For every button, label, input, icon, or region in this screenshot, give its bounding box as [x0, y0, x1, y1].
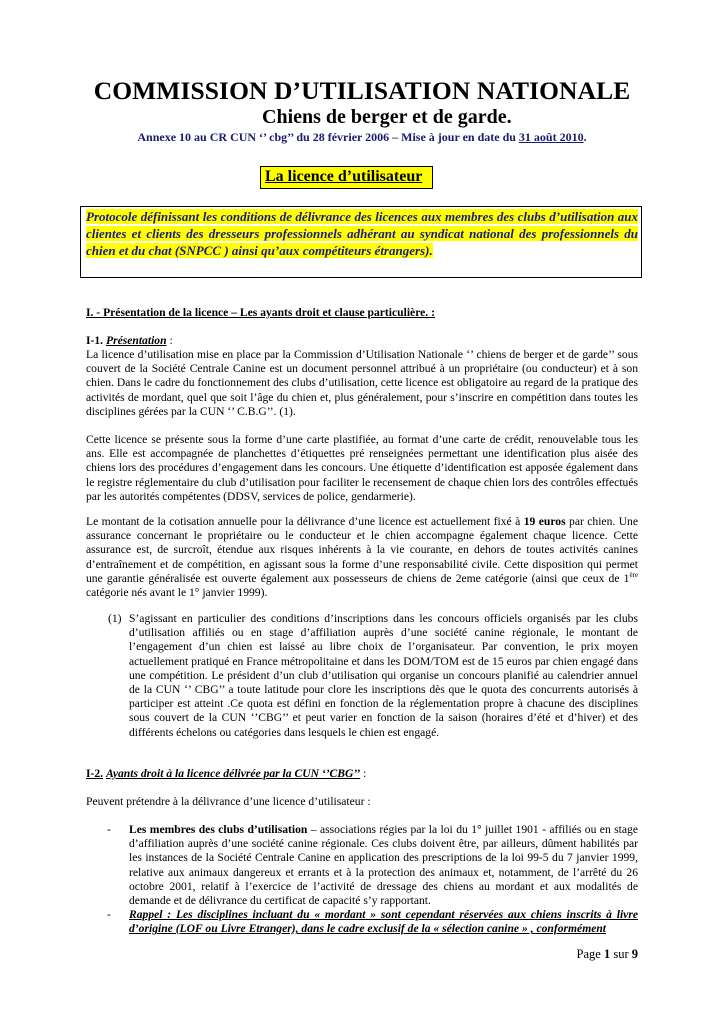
footer-page-num: 1	[603, 947, 611, 961]
cotisation-text-a: Le montant de la cotisation annuelle pour la délivrance d’une licence est actuellement fixé à	[86, 515, 524, 528]
section1-sub-colon: :	[166, 334, 173, 347]
paragraph-cotisation	[86, 515, 638, 600]
section2-heading	[86, 767, 638, 781]
section2-intro: Peuvent prétendre à la délivrance d’une licence d’utilisateur :	[86, 795, 371, 808]
protocole-text: Protocole définissant les conditions de délivrance des licences aux membres des clubs d’utilisation aux clientes et clients des dresseurs professionnels adhérant au syndicat national des professionnels du chien et du chat (SNPCC ) ainsi qu’aux compétiteurs étrangers).	[86, 209, 638, 258]
section2-sub-title: Ayants droit à la licence délivrée par la CUN ‘’CBG’’	[105, 767, 361, 780]
page-subtitle: Chiens de berger et de garde.	[262, 106, 512, 128]
annexe-suffix: .	[583, 130, 587, 144]
cotisation-text-b: par chien. Une assurance concernant le propriétaire ou le conducteur et le chien accompagne également chaque licence. Cette assurance est, de surcroît, étendue aux risques inhérents à la vie courante, en dehors de toutes activités canines d’entraînement et de compétition, en agissant sous la forme d’une responsabilité civile. Cette disposition qui permet une garantie généralisée est ouverte également aux possesseurs de chiens de 2eme catégorie (ainsi que ceux de 1	[86, 515, 639, 585]
licence-title: La licence d’utilisateur	[260, 166, 433, 189]
bullet1-body: – associations régies par la loi du 1° juillet 1901 - affiliés ou en stage d’affiliation auprès d’une société canine régionale. Ces clubs doivent être, par ailleurs, dûment habilités par les instances de la Société Centrale Canine en application des prescriptions de la loi 99-5 du 7 janvier 1999, relative aux animaux dangereux et errants et à la protection des animaux et, notamment, de l’arrêté du 26 octobre 2001, relatif à l’exercice de l’activité de dressage des chiens au mordant et aux modalités de demande et de délivrance du certificat de capacité s’y rapportant.	[129, 823, 638, 908]
note-number: (1)	[108, 612, 122, 625]
protocole-text-block	[86, 208, 638, 259]
paragraph-carte: Cette licence se présente sous la forme d’une carte plastifiée, au format d’une carte de crédit, renouvelable tous les ans. Elle est accompagnée de planchettes d’étiquettes pré renseignées permettant une identification plus aisée des chiens lors des procédures d’engagement dans les concours. Une étiquette d’identification est apposée également dans le registre réglementaire du club d’utilisation pour faciliter le recensement de chaque chien lors des contrôles effectués par les autorités compétentes (DDSV, services de police, gendarmerie).	[86, 433, 638, 503]
note-text: S’agissant en particulier des conditions d’inscriptions dans les concours officiels organisés par les clubs d’utilisation affiliés ou en stage d’affiliation auprès d’une société canine régionale, le montant de l’engagement d’un chien est laissé au libre choix de l’organisateur. Par convention, le prix moyen actuellement pratiqué en France métropolitaine et dans les DOM/TOM est de 15 euros par chien engagé dans une compétition. Le président d’un club d’utilisation qui organise un concours planifié au calendrier annuel de la CUN ‘’ CBG’’ a toute latitude pour clore les inscriptions dès que le quota des concurrents autorisés à participer est atteint .Ce quota est défini en fonction de la réglementation propre à chacune des disciplines sous couvert de la CUN ‘’CBG’’ et peut varier en fonction de la saison (horaires d’été et d’hiver) et des différents échelons ou catégories dans lesquels le chien est engagé.	[129, 612, 638, 739]
section1-sub-num: I-1.	[86, 334, 104, 347]
bullet1-bold: Les membres des clubs d’utilisation	[129, 823, 308, 836]
bullet2-dash: -	[107, 908, 111, 921]
cotisation-text-c: catégorie nés avant le 1° janvier 1999).	[86, 586, 268, 600]
footer-of-label: sur	[610, 947, 632, 961]
bullet1-dash: -	[107, 823, 111, 836]
section1-subheading	[86, 334, 638, 348]
section1-heading: I. - Présentation de la licence – Les ayants droit et clause particulière. :	[86, 306, 435, 319]
section2-sub-colon: :	[360, 767, 367, 780]
bullet2-body: Rappel : Les disciplines incluant du « mordant » sont cependant réservées aux chiens inscrits à livre d’origine (LOF ou Livre Etranger), dans le cadre exclusif de la « sélection canine » , conformément	[129, 908, 638, 936]
bullet2-text	[129, 908, 638, 936]
section2-sub-num: I-2.	[86, 767, 104, 780]
cotisation-sup: ère	[629, 570, 638, 579]
footer-page-label: Page	[576, 947, 604, 961]
cotisation-amount: 19 euros	[523, 515, 566, 528]
bullet1-text	[129, 823, 638, 908]
page-footer	[577, 947, 638, 962]
section1-sub-title: Présentation	[105, 334, 167, 347]
annexe-line	[0, 130, 724, 145]
paragraph-presentation: La licence d’utilisation mise en place par la Commission d’Utilisation Nationale ‘’ chiens de berger et de garde’’ sous couvert de la Société Centrale Canine est un document personnel attribué à un propriétaire (ou conducteur) et à son chien. Dans le cadre du fonctionnement des clubs d’utilisation, cette licence est obligatoire au regard de la pratique des activités de mordant, quel que soit l’âge du chien et, plus généralement, pour s’inscrire en compétition dans toutes les disciplines gérées par la CUN ‘’ C.B.G’’. (1).	[86, 348, 638, 418]
page-title: COMMISSION D’UTILISATION NATIONALE	[93, 76, 631, 105]
annexe-prefix: Annexe 10 au CR CUN ‘’ cbg’’ du 28 février 2006 – Mise à jour en date du	[137, 130, 519, 144]
footer-page-total: 9	[631, 947, 638, 961]
annexe-date: 31 août 2010	[518, 130, 584, 144]
